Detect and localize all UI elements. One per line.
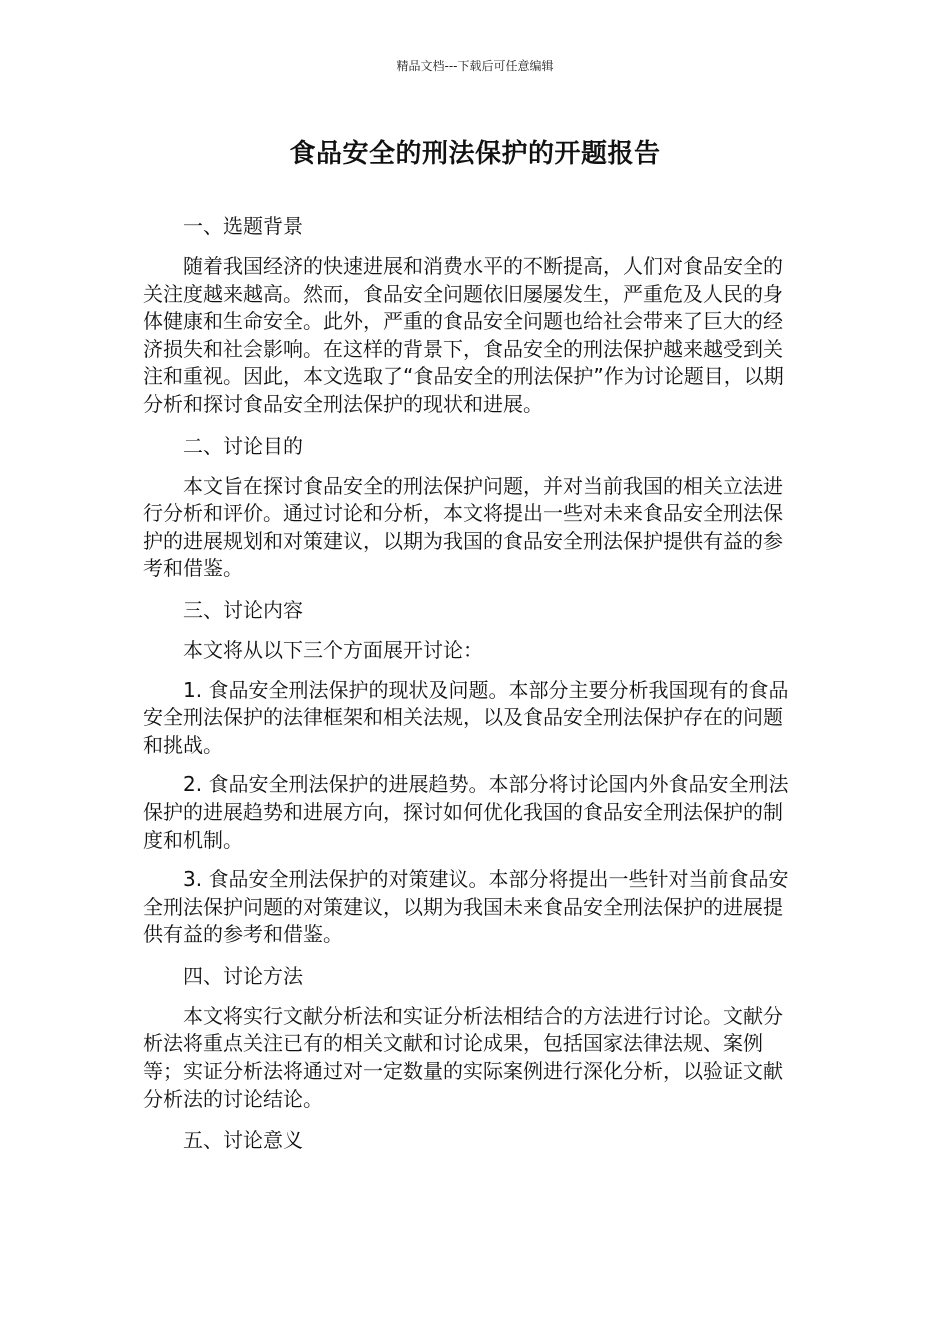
section-heading-significance: 五、讨论意义 — [183, 1128, 303, 1153]
paragraph-purpose: 本文旨在探讨食品安全的刑法保护问题，并对当前我国的相关立法进行分析和评价。通过讨论和分析，本文将提出一些对未来食品安全刑法保护的进展规划和对策建议，以期为我国的食品安全刑法保护提供有益的参考和借鉴。 — [143, 473, 783, 581]
section-heading-purpose: 二、讨论目的 — [183, 433, 303, 458]
paragraph-content-item-2: 2. 食品安全刑法保护的进展趋势。本部分将讨论国内外食品安全刑法保护的进展趋势和进展方向，探讨如何优化我国的食品安全刑法保护的制度和机制。 — [143, 772, 789, 852]
section-heading-method: 四、讨论方法 — [183, 963, 303, 988]
section-heading-content: 三、讨论内容 — [183, 597, 303, 622]
section-heading-background: 一、选题背景 — [183, 214, 303, 238]
paragraph-background: 随着我国经济的快速进展和消费水平的不断提高，人们对食品安全的关注度越来越高。然而，食品安全问题依旧屡屡发生，严重危及人民的身体健康和生命安全。此外，严重的食品安全问题也给社会带来了巨大的经济损失和社会影响。在这样的背景下，食品安全的刑法保护越来越受到关注和重视。因此，本文选取了“食品安全的刑法保护”作为讨论题目，以期分析和探讨食品安全刑法保护的现状和进展。 — [143, 254, 784, 416]
paragraph-method: 本文将实行文献分析法和实证分析法相结合的方法进行讨论。文献分析法将重点关注已有的相关文献和讨论成果，包括国家法律法规、案例等；实证分析法将通过对一定数量的实际案例进行深化分析，以验证文献分析法的讨论结论。 — [143, 1003, 783, 1111]
paragraph-content-item-3: 3. 食品安全刑法保护的对策建议。本部分将提出一些针对当前食品安全刑法保护问题的对策建议，以期为我国未来食品安全刑法保护的进展提供有益的参考和借鉴。 — [143, 867, 789, 947]
paragraph-content-intro: 本文将从以下三个方面展开讨论： — [183, 637, 483, 662]
paragraph-content-item-1: 1. 食品安全刑法保护的现状及问题。本部分主要分析我国现有的食品安全刑法保护的法律框架和相关法规，以及食品安全刑法保护存在的问题和挑战。 — [143, 677, 789, 757]
document-title: 食品安全的刑法保护的开题报告 — [289, 139, 661, 169]
header-note: 精品文档---下载后可任意编辑 — [396, 59, 554, 73]
document-body — [143, 211, 801, 1167]
